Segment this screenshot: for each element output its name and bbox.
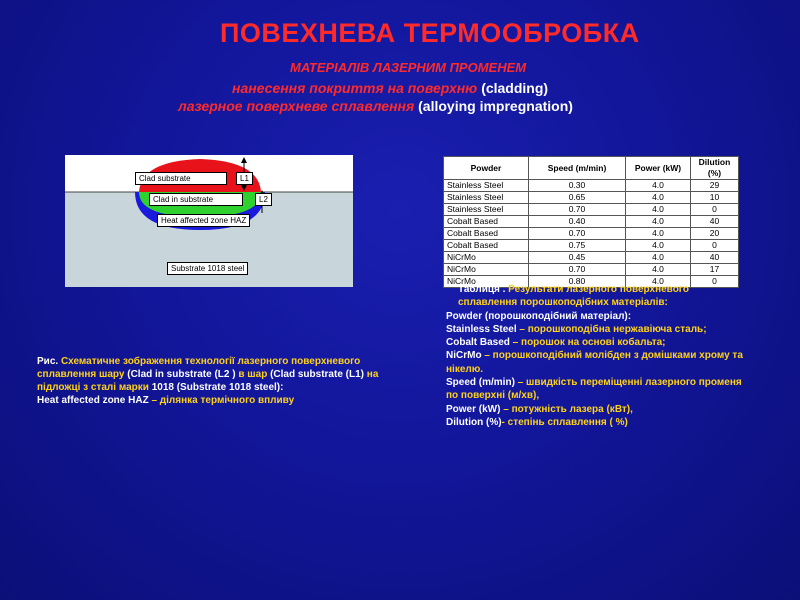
- table-row: [444, 252, 739, 264]
- cell-powder: NiCrMo: [444, 252, 529, 264]
- caption-term: Cobalt Based: [446, 337, 510, 349]
- caption-text: – потужність лазера (кВт),: [500, 403, 633, 415]
- l1-arrow-top: [241, 157, 247, 163]
- caption-term: NiCrMo: [446, 350, 482, 362]
- clad-in-substrate-label: Clad in substrate: [149, 193, 243, 206]
- caption-term: Таблиця .: [458, 284, 506, 295]
- cell-dilution: 10: [691, 192, 739, 204]
- table-row: [444, 192, 739, 204]
- cell-dilution: 20: [691, 228, 739, 240]
- cell-powder: Cobalt Based: [444, 240, 529, 252]
- cell-powder: NiCrMo: [444, 264, 529, 276]
- caption-text: (порошкоподібний матеріал):: [482, 310, 632, 322]
- table-row: [444, 264, 739, 276]
- cladding-line: [232, 80, 548, 96]
- cell-powder: Stainless Steel: [444, 192, 529, 204]
- caption-text: - степінь сплавлення ( %): [501, 416, 628, 428]
- cell-speed: 0.75: [529, 240, 626, 252]
- table-row: [444, 180, 739, 192]
- cladding-ua: нанесення покриття на поверхню: [232, 80, 478, 96]
- cell-powder: Cobalt Based: [444, 228, 529, 240]
- cell-speed: 0.70: [529, 264, 626, 276]
- clad-substrate-label: Clad substrate: [135, 172, 227, 185]
- cell-power: 4.0: [626, 240, 691, 252]
- cell-dilution: 0: [691, 276, 739, 288]
- caption-text: на підложці з сталі марки: [37, 369, 379, 393]
- header-dilution: Dilution (%): [691, 157, 739, 180]
- cell-powder: Stainless Steel: [444, 204, 529, 216]
- cell-power: 4.0: [626, 264, 691, 276]
- cell-speed: 0.70: [529, 228, 626, 240]
- legend-dilution: [446, 416, 746, 429]
- substrate-label: Substrate 1018 steel: [167, 262, 248, 275]
- caption-text: Схематичне зображення технології лазерного поверхневого сплавлення шару: [37, 356, 361, 380]
- caption-term: Powder: [446, 310, 483, 322]
- haz-label: Heat affected zone HAZ: [157, 214, 250, 227]
- cell-power: 4.0: [626, 276, 691, 288]
- cell-dilution: 40: [691, 216, 739, 228]
- results-table: [443, 156, 739, 288]
- caption-term: Speed (m/min): [446, 377, 515, 389]
- caption-term: 1018: [151, 382, 174, 393]
- caption-text: – порошкоподібний молібден з домішками хрому та нікелю.: [446, 350, 743, 375]
- table-row: [444, 228, 739, 240]
- cell-dilution: 17: [691, 264, 739, 276]
- cell-dilution: 40: [691, 252, 739, 264]
- cell-powder: NiCrMo: [444, 276, 529, 288]
- legend-speed: [446, 376, 746, 403]
- caption-term: Stainless Steel: [446, 323, 517, 335]
- cell-dilution: 29: [691, 180, 739, 192]
- cell-power: 4.0: [626, 204, 691, 216]
- cladding-diagram: [65, 155, 353, 287]
- table-caption: [446, 283, 746, 429]
- cell-dilution: 0: [691, 204, 739, 216]
- figure-caption: [37, 355, 407, 407]
- table-row: [444, 216, 739, 228]
- legend-cobalt: [446, 336, 746, 349]
- cladding-en: (cladding): [481, 80, 549, 96]
- cell-speed: 0.40: [529, 216, 626, 228]
- caption-text: – порошкоподібна нержавіюча сталь;: [516, 323, 707, 335]
- caption-term: (Clad substrate (L1): [270, 369, 364, 380]
- legend-stainless: [446, 323, 746, 336]
- cell-speed: 0.30: [529, 180, 626, 192]
- legend-powder: [446, 310, 746, 323]
- caption-term: (Substrate 1018 steel):: [173, 382, 284, 393]
- alloying-ua: лазерное поверхневе сплавлення: [178, 98, 415, 114]
- table-row: [444, 204, 739, 216]
- caption-text: – ділянка термічного впливу: [148, 395, 295, 406]
- cell-powder: Cobalt Based: [444, 216, 529, 228]
- page-title: ПОВЕХНЕВА ТЕРМООБРОБКА: [220, 18, 640, 48]
- caption-term: Power (kW): [446, 403, 501, 415]
- l1-label: L1: [236, 172, 253, 185]
- table-row: [444, 240, 739, 252]
- caption-text: – швидкість переміщенні лазерного променя по поверхні (м/хв),: [446, 377, 742, 402]
- alloying-line: [178, 98, 573, 114]
- caption-text: – порошок на основі кобальта;: [509, 337, 666, 349]
- caption-term: Heat affected zone HAZ: [37, 395, 149, 406]
- caption-text: Результати лазерного поверхневого сплавлення порошкоподібних матеріалів:: [458, 284, 689, 309]
- alloying-en: (alloying impregnation): [418, 98, 573, 114]
- page-subtitle: МАТЕРІАЛІВ ЛАЗЕРНИМ ПРОМЕНЕМ: [290, 60, 527, 75]
- header-powder: Powder: [444, 157, 529, 180]
- cell-powder: Stainless Steel: [444, 180, 529, 192]
- table-caption-title: [446, 283, 746, 310]
- cell-speed: 0.70: [529, 204, 626, 216]
- cell-power: 4.0: [626, 252, 691, 264]
- caption-text: в шар: [235, 369, 271, 380]
- caption-term: (Clad in substrate (L2 ): [127, 369, 236, 380]
- cell-speed: 0.65: [529, 192, 626, 204]
- l2-label: L2: [255, 193, 272, 206]
- cell-speed: 0.45: [529, 252, 626, 264]
- cell-speed: 0.80: [529, 276, 626, 288]
- header-speed: Speed (m/min): [529, 157, 626, 180]
- cell-dilution: 0: [691, 240, 739, 252]
- cell-power: 4.0: [626, 216, 691, 228]
- header-power: Power (kW): [626, 157, 691, 180]
- legend-nicrmo: [446, 349, 746, 376]
- legend-power: [446, 403, 746, 416]
- cell-power: 4.0: [626, 228, 691, 240]
- caption-prefix: Рис.: [37, 356, 59, 367]
- caption-term: Dilution (%): [446, 416, 502, 428]
- table-header-row: [444, 157, 739, 180]
- cell-power: 4.0: [626, 180, 691, 192]
- cell-power: 4.0: [626, 192, 691, 204]
